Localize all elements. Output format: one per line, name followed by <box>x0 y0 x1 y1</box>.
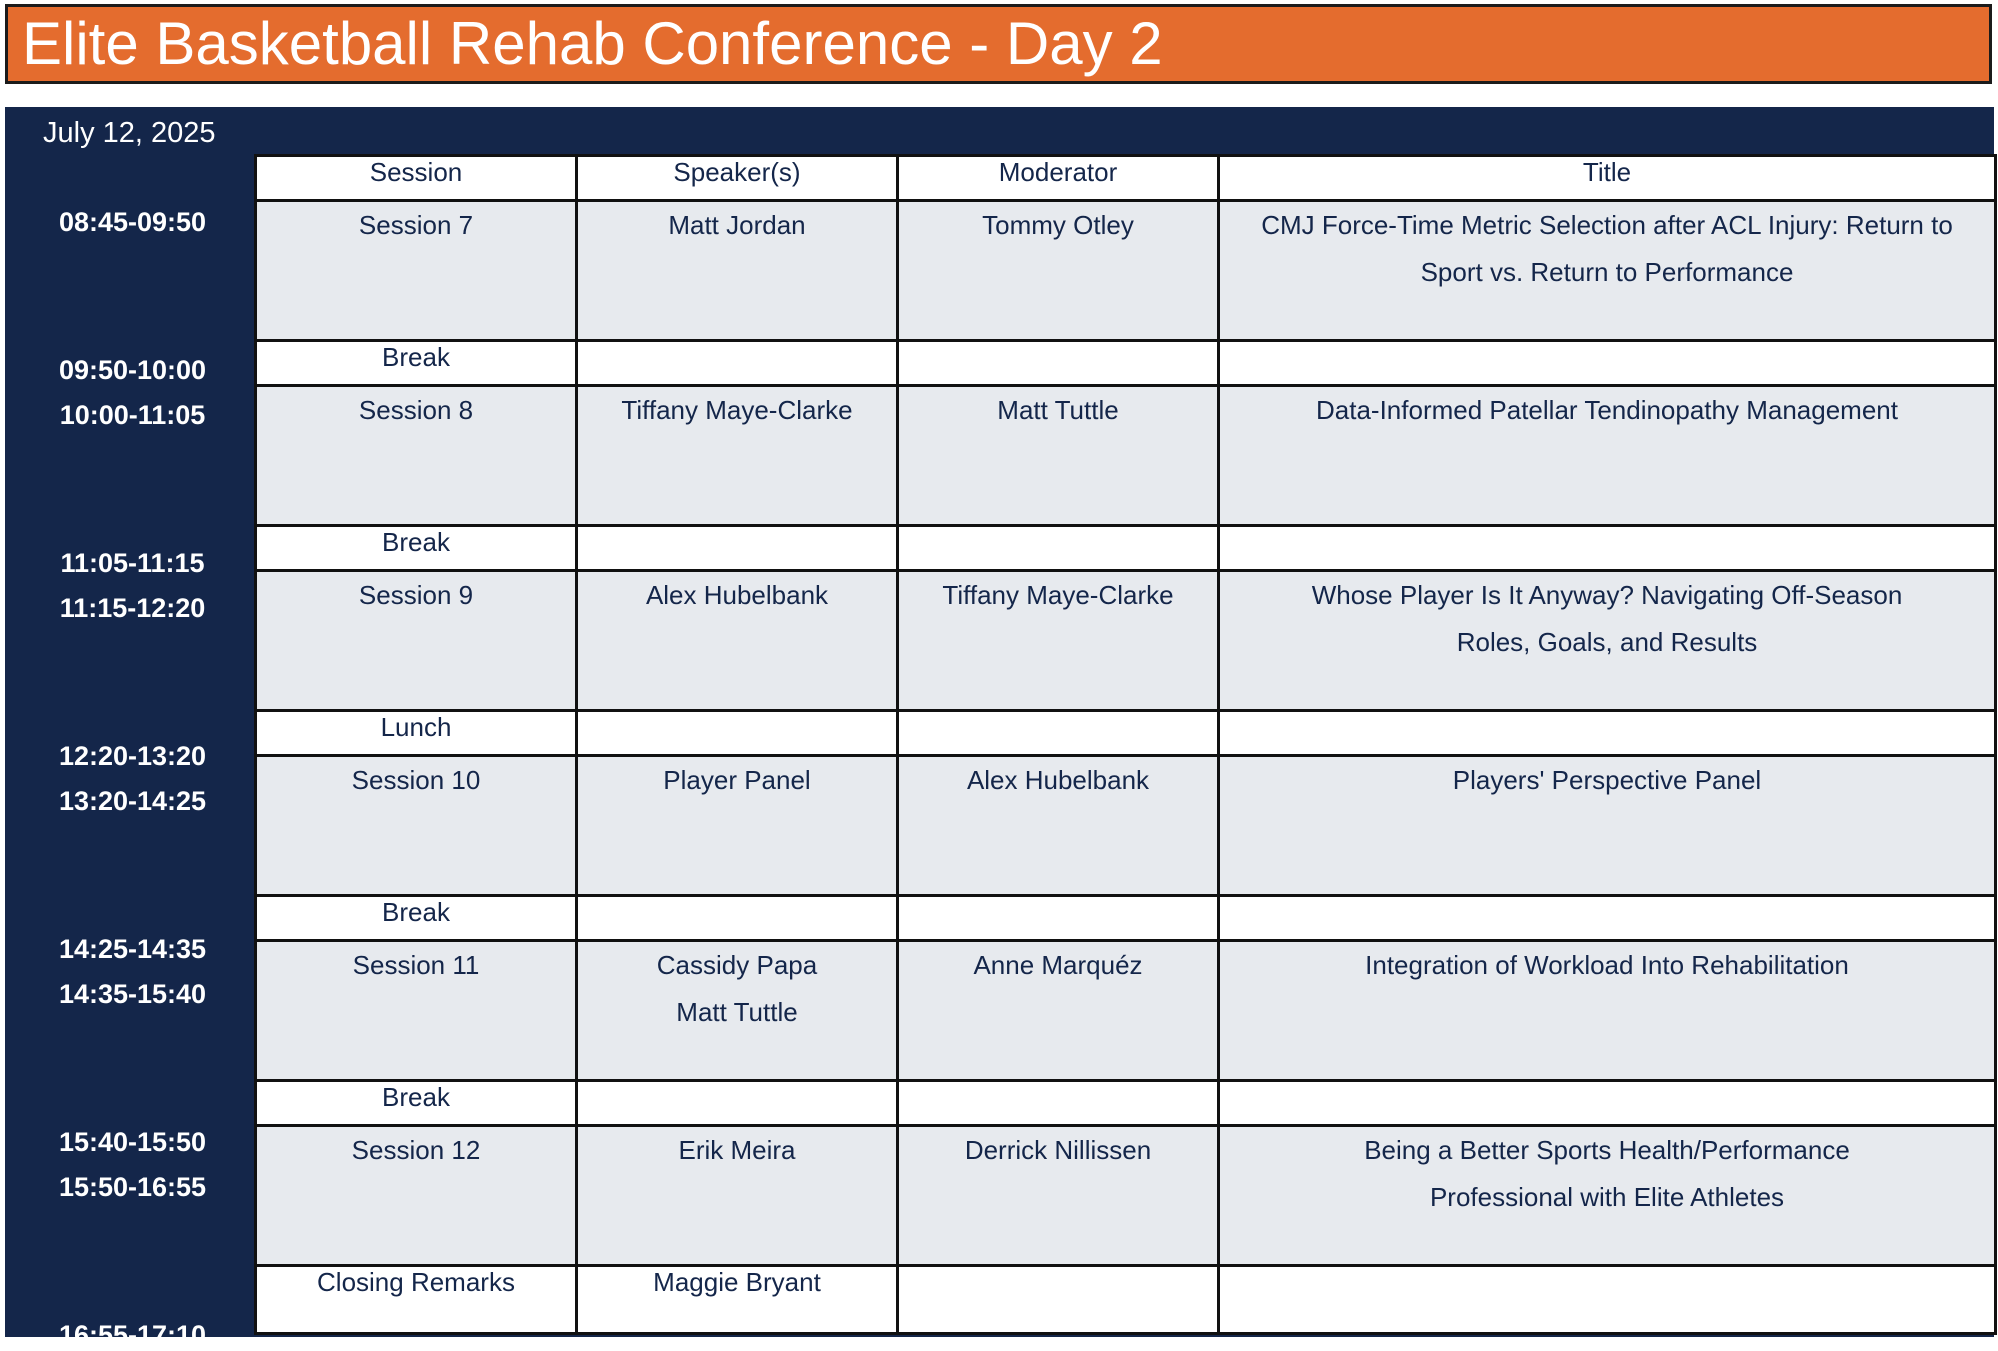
title-cell-line: CMJ Force-Time Metric Selection after ACL Injury: Return to <box>1261 210 1953 240</box>
session-cell: Break <box>256 526 577 571</box>
title-cell-line: Sport vs. Return to Performance <box>1420 257 1794 287</box>
time-slot-label: 09:50-10:00 <box>58 355 207 385</box>
title-cell <box>1219 386 1996 526</box>
schedule-table <box>254 154 1997 1335</box>
title-cell <box>1219 1266 1996 1334</box>
table-row <box>256 526 1996 571</box>
time-slot-label: 15:50-16:55 <box>58 1172 207 1202</box>
title-cell-line: Professional with Elite Athletes <box>1429 1182 1785 1212</box>
table-row <box>256 341 1996 386</box>
title-cell <box>1219 896 1996 941</box>
title-cell-line: Being a Better Sports Health/Performance <box>1364 1135 1850 1165</box>
speakers-cell <box>577 386 898 526</box>
title-cell-line: Roles, Goals, and Results <box>1456 627 1758 657</box>
speakers-cell <box>577 756 898 896</box>
page-title: Elite Basketball Rehab Conference - Day 2 <box>22 10 1163 77</box>
time-slot-label: 14:35-15:40 <box>58 979 207 1009</box>
column-header-moderator: Moderator <box>898 156 1219 201</box>
session-cell: Break <box>256 896 577 941</box>
speakers-cell-line: Matt Tuttle <box>676 997 798 1027</box>
speakers-cell <box>577 1126 898 1266</box>
moderator-cell <box>898 711 1219 756</box>
schedule-date: July 12, 2025 <box>43 117 216 149</box>
speakers-cell <box>577 896 898 941</box>
moderator-cell: Tommy Otley <box>898 201 1219 341</box>
session-cell: Break <box>256 1081 577 1126</box>
speakers-cell-line: Tiffany Maye-Clarke <box>621 395 853 425</box>
conference-title-bar <box>5 4 1992 84</box>
speakers-cell <box>577 201 898 341</box>
title-cell <box>1219 1126 1996 1266</box>
session-cell: Closing Remarks <box>256 1266 577 1334</box>
table-row <box>256 1126 1996 1266</box>
speakers-cell-line: Cassidy Papa <box>656 950 818 980</box>
session-cell: Session 10 <box>256 756 577 896</box>
moderator-cell <box>898 1266 1219 1334</box>
table-row <box>256 756 1996 896</box>
title-cell-line: Players' Perspective Panel <box>1452 765 1762 795</box>
table-header-row <box>256 156 1996 201</box>
speakers-cell <box>577 341 898 386</box>
title-cell <box>1219 941 1996 1081</box>
session-cell: Session 12 <box>256 1126 577 1266</box>
speakers-cell-line: Maggie Bryant <box>653 1267 821 1297</box>
time-slot-label: 12:20-13:20 <box>58 741 207 771</box>
speakers-cell-line: Erik Meira <box>678 1135 796 1165</box>
table-row <box>256 386 1996 526</box>
session-cell: Session 11 <box>256 941 577 1081</box>
table-row <box>256 896 1996 941</box>
column-header-speakers: Speaker(s) <box>577 156 898 201</box>
title-cell <box>1219 571 1996 711</box>
moderator-cell <box>898 1081 1219 1126</box>
session-cell: Break <box>256 341 577 386</box>
speakers-cell-line: Matt Jordan <box>668 210 806 240</box>
column-header-session: Session <box>256 156 577 201</box>
table-row <box>256 711 1996 756</box>
time-slot-label: 16:55-17:10 <box>58 1320 207 1350</box>
title-cell <box>1219 1081 1996 1126</box>
speakers-cell-line: Alex Hubelbank <box>645 580 829 610</box>
schedule-panel <box>5 107 1994 1350</box>
speakers-cell <box>577 571 898 711</box>
title-cell <box>1219 711 1996 756</box>
moderator-cell <box>898 341 1219 386</box>
table-row <box>256 571 1996 711</box>
speakers-cell <box>577 526 898 571</box>
title-cell-line: Data-Informed Patellar Tendinopathy Management <box>1316 395 1898 425</box>
moderator-cell: Matt Tuttle <box>898 386 1219 526</box>
time-slot-label: 08:45-09:50 <box>58 207 207 237</box>
session-cell: Session 7 <box>256 201 577 341</box>
speakers-cell <box>577 711 898 756</box>
moderator-cell: Alex Hubelbank <box>898 756 1219 896</box>
session-cell: Session 8 <box>256 386 577 526</box>
title-cell <box>1219 526 1996 571</box>
time-slot-label: 11:15-12:20 <box>59 593 206 623</box>
time-slot-label: 14:25-14:35 <box>58 934 207 964</box>
speakers-cell <box>577 1266 898 1334</box>
title-cell <box>1219 201 1996 341</box>
speakers-cell <box>577 941 898 1081</box>
time-slot-label: 10:00-11:05 <box>59 400 206 430</box>
table-row <box>256 1266 1996 1334</box>
title-cell <box>1219 756 1996 896</box>
speakers-cell <box>577 1081 898 1126</box>
speakers-cell-line: Player Panel <box>663 765 811 795</box>
moderator-cell: Anne Marquéz <box>898 941 1219 1081</box>
column-header-title: Title <box>1219 156 1996 201</box>
title-cell-line: Whose Player Is It Anyway? Navigating Off-Season <box>1311 580 1903 610</box>
moderator-cell: Derrick Nillissen <box>898 1126 1219 1266</box>
title-cell <box>1219 341 1996 386</box>
moderator-cell: Tiffany Maye-Clarke <box>898 571 1219 711</box>
table-row <box>256 941 1996 1081</box>
moderator-cell <box>898 526 1219 571</box>
moderator-cell <box>898 896 1219 941</box>
time-slot-label: 15:40-15:50 <box>58 1127 207 1157</box>
time-slot-label: 13:20-14:25 <box>58 786 207 816</box>
title-cell-line: Integration of Workload Into Rehabilitation <box>1365 950 1849 980</box>
table-row <box>256 1081 1996 1126</box>
session-cell: Lunch <box>256 711 577 756</box>
time-slot-label: 11:05-11:15 <box>60 548 205 578</box>
session-cell: Session 9 <box>256 571 577 711</box>
table-row <box>256 201 1996 341</box>
